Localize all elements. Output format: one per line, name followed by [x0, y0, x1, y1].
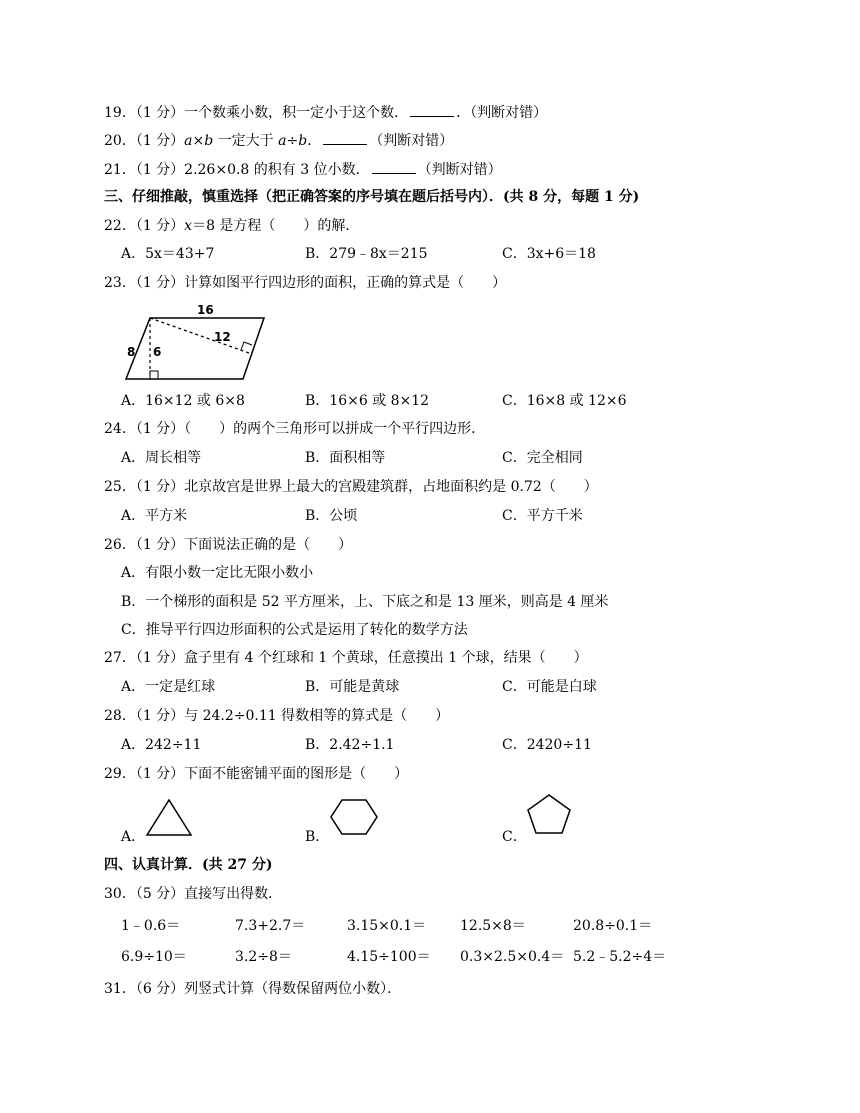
question-25: 25．（1 分）北京故宫是世界上最大的宫殿建筑群，占地面积约是 0.72（ ） [104, 479, 598, 495]
q26-option-a[interactable]: A．有限小数一定比无限小数小 [121, 565, 314, 581]
calc-item: 4.15÷100＝ [347, 949, 431, 965]
q23-option-b[interactable]: B．16×6 或 8×12 [305, 393, 430, 409]
q23-option-c[interactable]: C．16×8 或 12×6 [502, 393, 627, 409]
q22-option-a[interactable]: A．5x＝43+7 [121, 246, 215, 262]
q24-option-b[interactable]: B．面积相等 [305, 450, 386, 466]
label-top: 16 [197, 303, 214, 317]
q25-option-c[interactable]: C．平方千米 [502, 508, 583, 524]
q22-option-b[interactable]: B．279﹣8x＝215 [305, 246, 428, 262]
q26-option-b[interactable]: B．一个梯形的面积是 52 平方厘米，上、下底之和是 13 厘米，则高是 4 厘米 [121, 594, 609, 610]
question-21: 21．（1 分）2.26×0.8 的积有 3 位小数． （判断对错） [104, 159, 502, 179]
q29-option-a[interactable]: A． [121, 829, 146, 845]
q27-option-a[interactable]: A．一定是红球 [121, 679, 216, 695]
q29-option-b[interactable]: B． [305, 829, 330, 845]
q25-option-b[interactable]: B．公顷 [305, 508, 358, 524]
question-19: 19．（1 分）一个数乘小数，积一定小于这个数． ．（判断对错） [104, 102, 547, 122]
answer-blank[interactable] [372, 159, 416, 174]
calc-item: 3.2÷8＝ [235, 949, 292, 965]
parallelogram-figure [118, 300, 278, 390]
q23-option-a[interactable]: A．16×12 或 6×8 [121, 393, 245, 409]
label-diagonal: 12 [214, 330, 231, 344]
question-24: 24．（1 分）（ ）的两个三角形可以拼成一个平行四边形． [104, 421, 486, 437]
question-20: 20．（1 分）a×b 一定大于 a÷b． （判断对错） [104, 130, 453, 150]
q28-option-a[interactable]: A．242÷11 [121, 737, 202, 753]
calc-item: 20.8÷0.1＝ [573, 918, 653, 934]
calc-item: 1﹣0.6＝ [121, 918, 181, 934]
q28-option-b[interactable]: B．2.42÷1.1 [305, 737, 395, 753]
q29-option-c[interactable]: C． [502, 829, 527, 845]
answer-blank[interactable] [323, 130, 367, 145]
calc-item: 5.2﹣5.2÷4＝ [573, 949, 667, 965]
calc-item: 6.9÷10＝ [121, 949, 187, 965]
calc-item: 12.5×8＝ [460, 918, 526, 934]
label-side: 8 [127, 345, 136, 359]
q24-option-c[interactable]: C．完全相同 [502, 450, 583, 466]
question-23: 23．（1 分）计算如图平行四边形的面积，正确的算式是（ ） [104, 275, 507, 291]
question-31: 31．（6 分）列竖式计算（得数保留两位小数）． [104, 981, 402, 997]
calc-item: 0.3×2.5×0.4＝ [460, 949, 565, 965]
pentagon-shape[interactable] [525, 793, 575, 837]
question-26: 26．（1 分）下面说法正确的是（ ） [104, 537, 353, 553]
q26-option-c[interactable]: C．推导平行四边形面积的公式是运用了转化的数学方法 [121, 622, 468, 638]
q27-option-c[interactable]: C．可能是白球 [502, 679, 597, 695]
section-4-heading: 四、认真计算．(共 27 分) [104, 857, 273, 873]
calc-item: 3.15×0.1＝ [347, 918, 427, 934]
answer-blank[interactable] [410, 102, 454, 117]
question-29: 29．（1 分）下面不能密铺平面的图形是（ ） [104, 766, 409, 782]
label-height: 6 [153, 345, 162, 359]
q28-option-c[interactable]: C．2420÷11 [502, 737, 592, 753]
calc-item: 7.3+2.7＝ [235, 918, 306, 934]
q24-option-a[interactable]: A．周长相等 [121, 450, 202, 466]
q22-option-c[interactable]: C．3x+6＝18 [502, 246, 596, 262]
section-3-heading: 三、仔细推敲，慎重选择（把正确答案的序号填在题后括号内）．(共 8 分，每题 1 分) [104, 189, 640, 205]
hexagon-shape[interactable] [330, 797, 380, 839]
question-27: 27．（1 分）盒子里有 4 个红球和 1 个黄球，任意摸出 1 个球，结果（ ） [104, 650, 588, 666]
triangle-shape[interactable] [145, 797, 195, 839]
question-22: 22．（1 分）x＝8 是方程（ ）的解． [104, 218, 360, 234]
q25-option-a[interactable]: A．平方米 [121, 508, 188, 524]
question-28: 28．（1 分）与 24.2÷0.11 得数相等的算式是（ ） [104, 708, 450, 724]
question-30: 30．（5 分）直接写出得数． [104, 886, 283, 902]
q27-option-b[interactable]: B．可能是黄球 [305, 679, 400, 695]
